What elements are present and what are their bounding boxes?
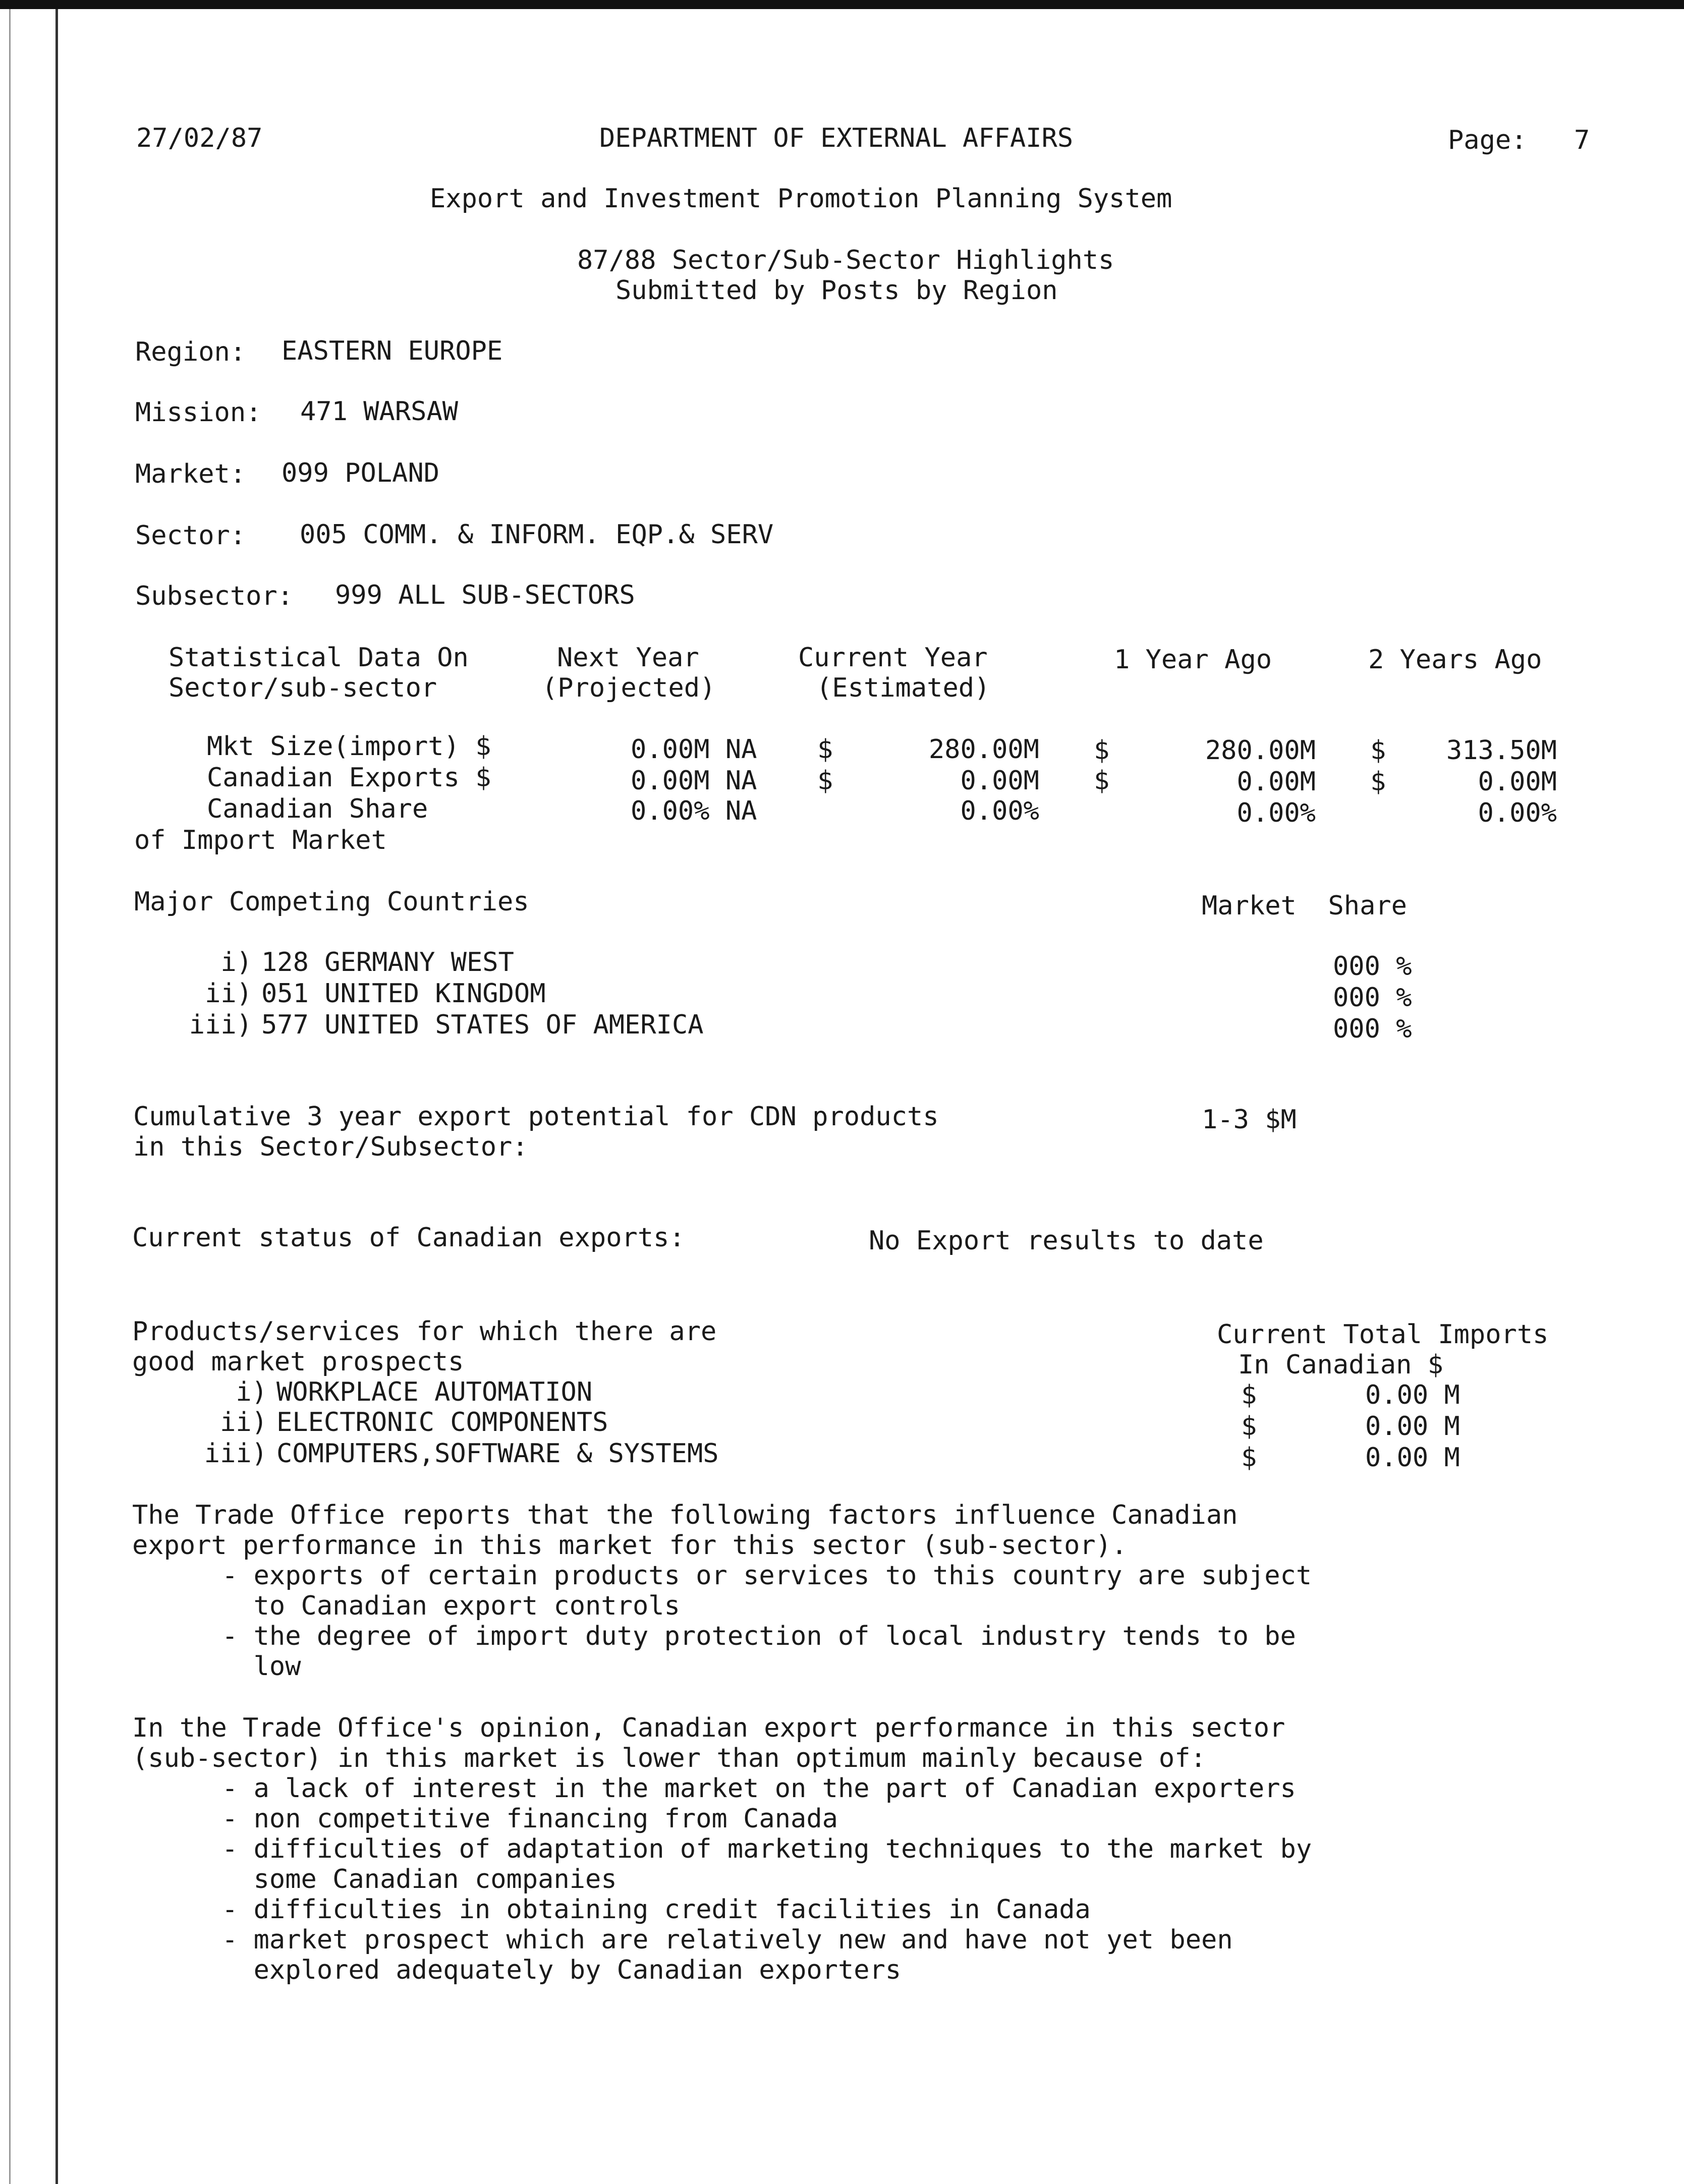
factor-bullet: - the degree of import duty protection of local industry tends to be (222, 1621, 1296, 1651)
stats-current-value: 0.00M (960, 766, 1039, 796)
opinion-bullet: - market prospect which are relatively new and have not yet been (222, 1925, 1233, 1955)
product-imports-value: 0.00 M (1365, 1411, 1460, 1442)
report-date: 27/02/87 (136, 123, 263, 153)
competitor-share: 000 % (1333, 951, 1412, 982)
product-name: COMPUTERS,SOFTWARE & SYSTEMS (276, 1439, 719, 1469)
opinion-bullet: - difficulties in obtaining credit facilities in Canada (222, 1894, 1091, 1925)
opinion-bullet-continuation: some Canadian companies (222, 1864, 617, 1894)
stats-1y-currency: $ (1094, 766, 1110, 796)
opinion-intro-line1: In the Trade Office's opinion, Canadian export performance in this sector (132, 1713, 1285, 1743)
stats-current-value: 280.00M (928, 734, 1039, 765)
page-number: 7 (1574, 125, 1590, 155)
opinion-bullet: - difficulties of adaptation of marketing techniques to the market by (222, 1834, 1312, 1864)
product-number: ii) (220, 1407, 267, 1438)
col-current-year: Current Year (798, 643, 988, 673)
factors-intro-line2: export performance in this market for this sector (sub-sector). (132, 1530, 1128, 1561)
opinion-bullet: - a lack of interest in the market on the part of Canadian exporters (222, 1773, 1296, 1804)
potential-value: 1-3 $M (1202, 1105, 1297, 1135)
competitor-name: 577 UNITED STATES OF AMERICA (261, 1010, 704, 1040)
product-number: i) (236, 1377, 267, 1407)
factor-bullet: - exports of certain products or services to this country are subject (222, 1561, 1312, 1591)
subsector-label: Subsector: (135, 581, 294, 611)
imports-heading-line2: In Canadian $ (1238, 1350, 1443, 1380)
stats-row-label: Canadian Share (207, 794, 428, 824)
potential-label-line1: Cumulative 3 year export potential for CDN products (133, 1102, 939, 1132)
stats-current-value: 0.00% (960, 796, 1039, 826)
stats-row-label: Mkt Size(import) $ (207, 731, 491, 762)
factor-bullet-continuation: to Canadian export controls (222, 1591, 680, 1621)
report-subtitle: Submitted by Posts by Region (615, 275, 1058, 306)
opinion-bullet: - non competitive financing from Canada (222, 1804, 838, 1834)
stats-1y-currency: $ (1094, 735, 1110, 766)
report-title: 87/88 Sector/Sub-Sector Highlights (577, 245, 1114, 275)
competitors-heading: Major Competing Countries (134, 887, 529, 917)
product-name: ELECTRONIC COMPONENTS (276, 1407, 608, 1438)
stats-next-value: 0.00M NA (631, 734, 757, 765)
stats-next-value: 0.00M NA (631, 766, 757, 796)
potential-label-line2: in this Sector/Subsector: (133, 1132, 528, 1162)
factor-bullet-continuation: low (222, 1651, 301, 1682)
product-number: iii) (204, 1439, 267, 1469)
col-1-year-ago: 1 Year Ago (1114, 645, 1272, 675)
competitor-number: i) (220, 947, 252, 978)
competitor-name: 051 UNITED KINGDOM (261, 979, 546, 1009)
product-imports-value: 0.00 M (1365, 1380, 1460, 1410)
competitor-number: ii) (205, 979, 252, 1009)
subsector-value: 999 ALL SUB-SECTORS (335, 580, 635, 610)
stats-current-currency: $ (817, 734, 833, 765)
products-heading-line1: Products/services for which there are (132, 1316, 717, 1347)
product-name: WORKPLACE AUTOMATION (276, 1377, 593, 1407)
col-next-year: Next Year (557, 643, 699, 673)
opinion-bullet-continuation: explored adequately by Canadian exporters (222, 1955, 902, 1985)
stats-row-label: Canadian Exports $ (207, 763, 491, 793)
factors-intro-line1: The Trade Office reports that the following factors influence Canadian (132, 1500, 1238, 1530)
scan-left-edge (9, 9, 11, 2184)
competitor-share: 000 % (1333, 983, 1412, 1013)
product-imports-value: 0.00 M (1365, 1443, 1460, 1473)
status-value: No Export results to date (869, 1226, 1264, 1256)
product-currency: $ (1241, 1411, 1257, 1442)
system-title: Export and Investment Promotion Planning System (430, 184, 1172, 214)
status-label: Current status of Canadian exports: (132, 1223, 685, 1253)
scan-left-line (55, 9, 58, 2184)
department-name: DEPARTMENT OF EXTERNAL AFFAIRS (599, 123, 1074, 153)
market-value: 099 POLAND (282, 458, 440, 488)
stats-next-value: 0.00% NA (631, 796, 757, 826)
region-label: Region: (135, 337, 246, 367)
stats-2y-value: 0.00% (1478, 798, 1557, 828)
region-value: EASTERN EUROPE (282, 336, 503, 366)
sector-label: Sector: (135, 521, 246, 551)
stats-2y-value: 313.50M (1446, 735, 1557, 766)
stats-current-currency: $ (817, 766, 833, 796)
opinion-intro-line2: (sub-sector) in this market is lower than optimum mainly because of: (132, 1743, 1206, 1773)
stats-1y-value: 280.00M (1205, 735, 1316, 766)
competitor-share: 000 % (1333, 1014, 1412, 1044)
imports-heading-line1: Current Total Imports (1217, 1319, 1549, 1350)
stats-heading-line2: Sector/sub-sector (169, 673, 437, 703)
market-label: Market: (135, 459, 246, 489)
page-label: Page: (1448, 125, 1527, 155)
mission-label: Mission: (135, 397, 262, 428)
scan-top-edge (0, 0, 1684, 9)
stats-1y-value: 0.00M (1237, 767, 1316, 797)
stats-heading-line1: Statistical Data On (169, 643, 469, 673)
col-next-year-sub: (Projected) (542, 673, 716, 703)
stats-2y-currency: $ (1370, 735, 1386, 766)
stats-2y-value: 0.00M (1478, 767, 1557, 797)
mission-value: 471 WARSAW (300, 396, 459, 427)
competitor-number: iii) (189, 1010, 252, 1040)
product-currency: $ (1241, 1380, 1257, 1410)
stats-row-label-continuation: of Import Market (134, 825, 387, 855)
sector-value: 005 COMM. & INFORM. EQP.& SERV (300, 520, 774, 550)
col-current-year-sub: (Estimated) (816, 673, 990, 703)
stats-2y-currency: $ (1370, 767, 1386, 797)
market-share-heading: Market Share (1202, 891, 1407, 921)
competitor-name: 128 GERMANY WEST (261, 947, 514, 978)
product-currency: $ (1241, 1443, 1257, 1473)
col-2-years-ago: 2 Years Ago (1368, 645, 1542, 675)
stats-1y-value: 0.00% (1237, 798, 1316, 828)
products-heading-line2: good market prospects (132, 1347, 464, 1377)
